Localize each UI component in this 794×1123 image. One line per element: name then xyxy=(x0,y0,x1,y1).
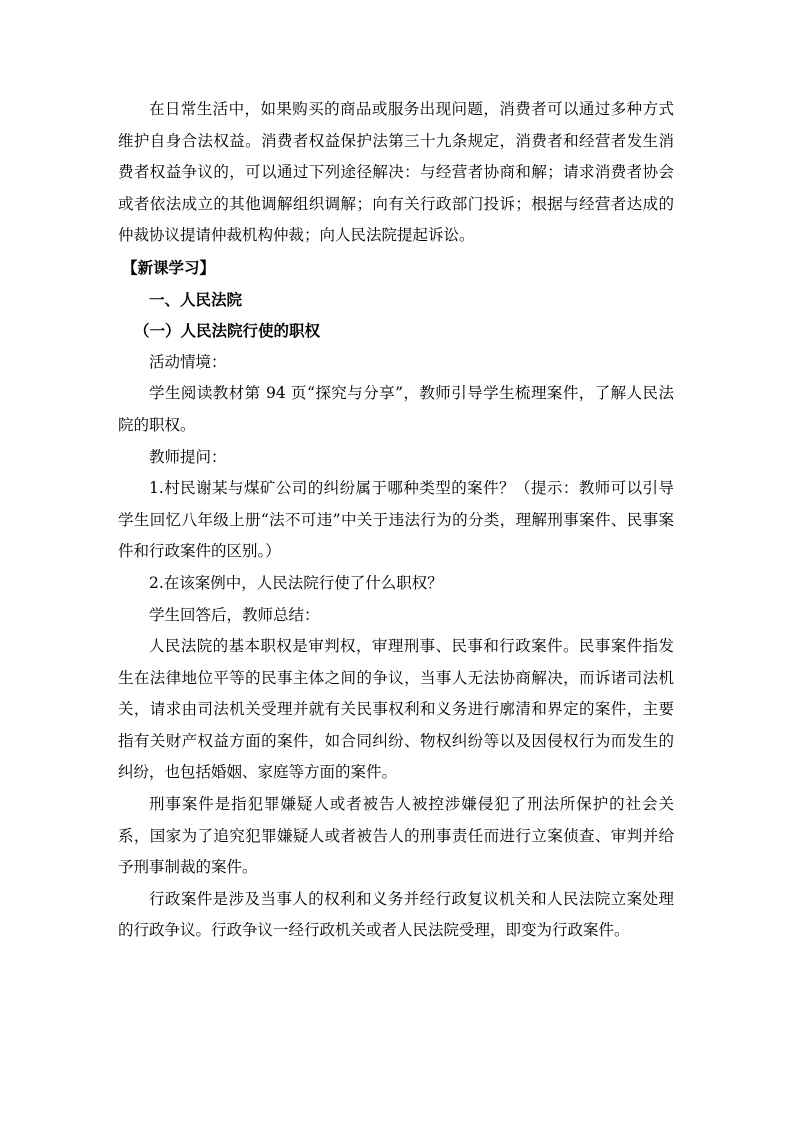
question-1: 1.村民谢某与煤矿公司的纠纷属于哪种类型的案件？（提示：教师可以引导学生回忆八年级上册“法不可违”中关于违法行为的分类，理解刑事案件、民事案件和行政案件的区别。） xyxy=(118,479,674,561)
intro-paragraph: 在日常生活中，如果购买的商品或服务出现问题，消费者可以通过多种方式维护自身合法权益。消费者权益保护法第三十九条规定，消费者和经营者发生消费者权益争议的，可以通过下列途径解决：与经营者协商和解；请求消费者协会或者依法成立的其他调解组织调解；向有关行政部门投诉；根据与经营者达成的仲裁协议提请仲裁机构仲裁；向人民法院提起诉讼。 xyxy=(118,100,674,245)
teacher-question-label: 教师提问： xyxy=(149,447,227,466)
summary-label: 学生回答后，教师总结： xyxy=(149,605,320,624)
section-label-new-lesson: 【新课学习】 xyxy=(122,257,216,277)
activity-label: 活动情境： xyxy=(149,352,227,371)
summary-administrative-cases: 行政案件是涉及当事人的权利和义务并经行政复议机关和人民法院立案处理的行政争议。行政争议一经行政机关或者人民法院受理，即变为行政案件。 xyxy=(118,889,674,940)
summary-civil-cases: 人民法院的基本职权是审判权，审理刑事、民事和行政案件。民事案件指发生在法律地位平等的民事主体之间的争议，当事人无法协商解决，而诉诸司法机关，请求由司法机关受理并就有关民事权利和义务进行廓清和界定的案件，主要指有关财产权益方面的案件，如合同纠纷、物权纠纷等以及因侵权行为而发生的纠纷，也包括婚姻、家庭等方面的案件。 xyxy=(118,637,674,782)
heading-people-court: 一、人民法院 xyxy=(149,289,243,309)
question-2: 2.在该案例中，人民法院行使了什么职权？ xyxy=(149,573,443,592)
summary-criminal-cases: 刑事案件是指犯罪嫌疑人或者被告人被控涉嫌侵犯了刑法所保护的社会关系，国家为了追究犯罪嫌疑人或者被告人的刑事责任而进行立案侦查、审判并给予刑事制裁的案件。 xyxy=(118,795,674,877)
document-page xyxy=(118,94,674,947)
activity-text: 学生阅读教材第 94 页“探究与分享”，教师引导学生梳理案件，了解人民法院的职权。 xyxy=(118,384,674,434)
heading-court-powers: （一）人民法院行使的职权 xyxy=(134,321,321,341)
